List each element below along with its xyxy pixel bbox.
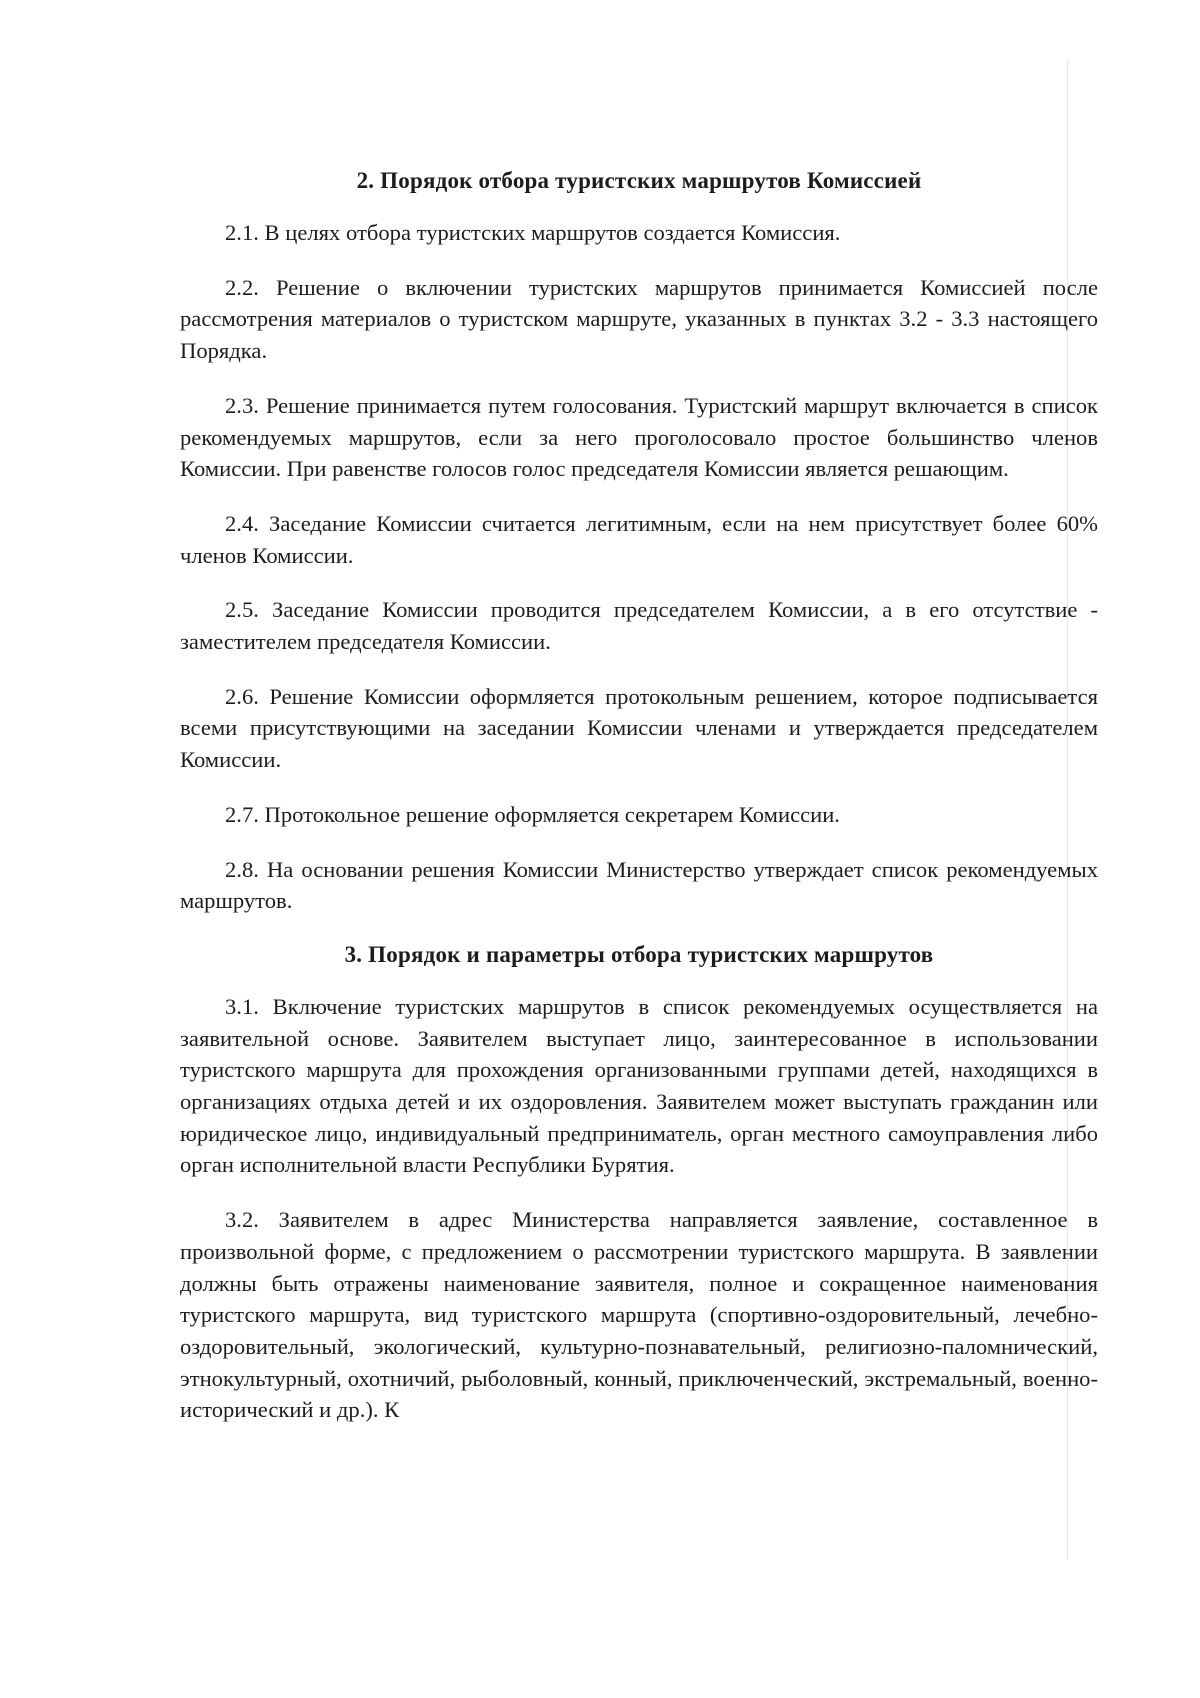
paragraph-2-8: 2.8. На основании решения Комиссии Министерство утверждает список рекомендуемых маршрутов. bbox=[180, 856, 1098, 914]
paragraph-2-3: 2.3. Решение принимается путем голосования. Туристский маршрут включается в список рекомендуемых маршрутов, если за него проголосовало простое большинство членов Комиссии. При равенстве голосов голос председателя Комиссии является решающим. bbox=[180, 392, 1098, 482]
paragraph-3-2: 3.2. Заявителем в адрес Министерства направляется заявление, составленное в произвольной форме, с предложением о рассмотрении туристского маршрута. В заявлении должны быть отражены наименование заявителя, полное и сокращенное наименования туристского маршрута, вид туристского маршрута (спортивно-оздоровительный, лечебно-оздоровительный, экологический, культурно-познавательный, религиозно-паломнический, этнокультурный, охотничий, рыболовный, конный, приключенческий, экстремальный, военно-исторический и др.). К bbox=[180, 1207, 1098, 1423]
document-body bbox=[180, 165, 1098, 1426]
paragraph-2-4: 2.4. Заседание Комиссии считается легитимным, если на нем присутствует более 60% членов Комиссии. bbox=[180, 510, 1098, 568]
section-3-heading: 3. Порядок и параметры отбора туристских маршрутов bbox=[344, 941, 934, 967]
paragraph-3-1: 3.1. Включение туристских маршрутов в список рекомендуемых осуществляется на заявительной основе. Заявителем выступает лицо, заинтересованное в использовании туристского маршрута для прохождения организованными группами детей, находящихся в организациях отдыха детей и их оздоровления. Заявителем может выступать гражданин или юридическое лицо, индивидуальный предприниматель, орган местного самоуправления либо орган исполнительной власти Республики Бурятия. bbox=[180, 993, 1098, 1178]
paragraph-2-6: 2.6. Решение Комиссии оформляется протокольным решением, которое подписывается всеми присутствующими на заседании Комиссии членами и утверждается председателем Комиссии. bbox=[180, 683, 1098, 773]
paragraph-2-1: 2.1. В целях отбора туристских маршрутов создается Комиссия. bbox=[225, 220, 841, 245]
paragraph-2-5: 2.5. Заседание Комиссии проводится председателем Комиссии, а в его отсутствие - заместителем председателя Комиссии. bbox=[180, 597, 1098, 655]
paragraph-2-2: 2.2. Решение о включении туристских маршрутов принимается Комиссией после рассмотрения материалов о туристском маршруте, указанных в пунктах 3.2 - 3.3 настоящего Порядка. bbox=[180, 274, 1098, 364]
paragraph-2-7: 2.7. Протокольное решение оформляется секретарем Комиссии. bbox=[225, 801, 840, 827]
section-2-heading: 2. Порядок отбора туристских маршрутов Комиссией bbox=[356, 168, 922, 193]
